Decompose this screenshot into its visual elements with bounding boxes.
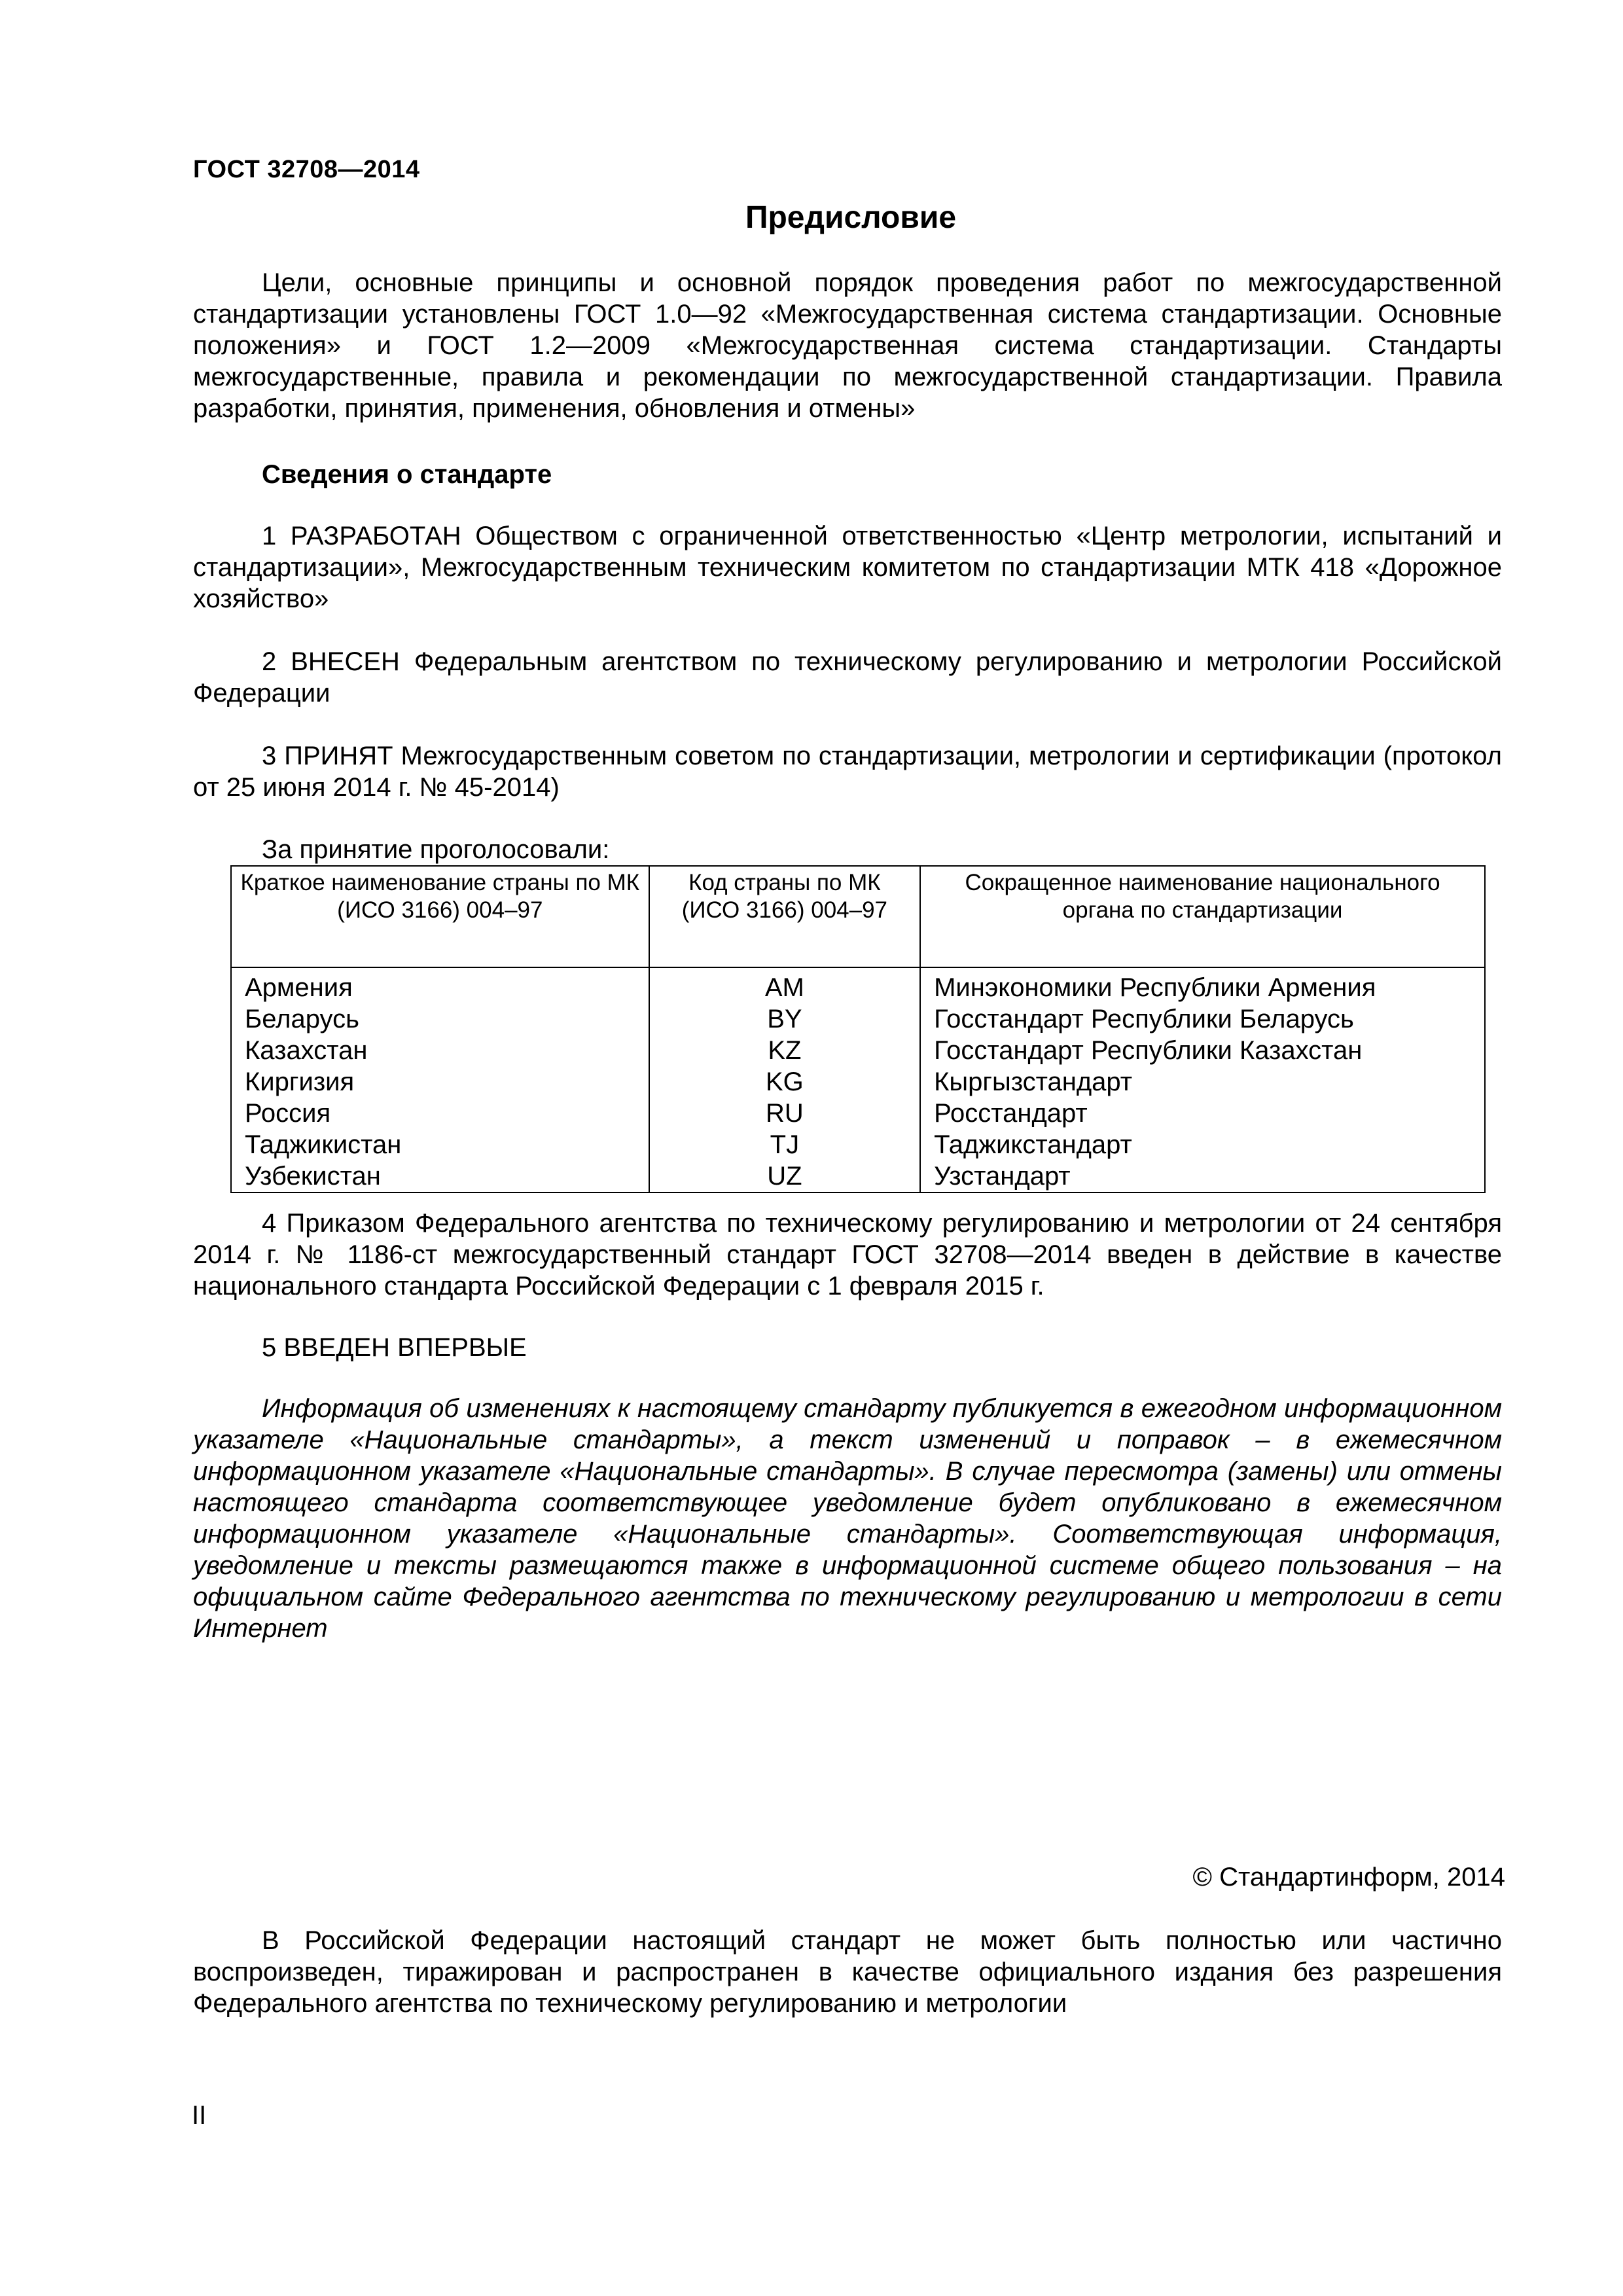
item-1-text: 1 РАЗРАБОТАН Обществом с ограниченной ответственностью «Центр метрологии, испытаний и стандартизации», Межгосударственным техническим комитетом по стандартизации МТК 418 «Дорожное хозяйство» <box>193 522 1502 613</box>
notice-text: Информация об изменениях к настоящему стандарту публикуется в ежегодном информационном указателе «Национальные стандарты», а текст изменений и поправок – в ежемесячном информационном указателе «Национальные стандарты». В случае пересмотра (замены) или отмены настоящего стандарта соответствующее уведомление будет опубликовано в ежемесячном информационном указателе «Национальные стандарты». Соответствующая информация, уведомление и тексты размещаются также в информационной системе общего пользования – на официальном сайте Федерального агентства по техническому регулированию и метрологии в сети Интернет <box>193 1394 1502 1643</box>
country-code: KZ <box>649 1035 920 1066</box>
copyright: © Стандартинформ, 2014 <box>1192 1863 1505 1892</box>
intro-text: Цели, основные принципы и основной порядок проведения работ по межгосударственной стандартизации установлены ГОСТ 1.0—92 «Межгосударственная система стандартизации. Основные положения» и ГОСТ 1.2—2009 «Межгосударственная система стандартизации. Стандарты межгосударственные, правила и рекомендации по межгосударственной стандартизации. Правила разработки, принятия, применения, обновления и отмены» <box>193 268 1502 423</box>
item-4-text: 4 Приказом Федерального агентства по техническому регулированию и метрологии от 24 сентября 2014 г. № 1186-ст межгосударственный стандарт ГОСТ 32708—2014 введен в действие в качестве национального стандарта Российской Федерации с 1 февраля 2015 г. <box>193 1209 1502 1300</box>
country-code: TJ <box>649 1129 920 1160</box>
item-2-text: 2 ВНЕСЕН Федеральным агентством по техническому регулированию и метрологии Российской Федерации <box>193 647 1502 708</box>
country-name: Таджикистан <box>231 1129 649 1160</box>
country-name: Узбекистан <box>231 1160 649 1193</box>
restriction-paragraph <box>193 1925 1502 2019</box>
table-row <box>231 1129 1485 1160</box>
document-code: ГОСТ 32708—2014 <box>193 156 420 183</box>
national-body: Госстандарт Республики Беларусь <box>920 1003 1485 1035</box>
national-body: Таджикстандарт <box>920 1129 1485 1160</box>
vote-table <box>230 865 1486 1193</box>
header-country-code: Код страны по МК (ИСО 3166) 004–97 <box>649 866 920 967</box>
item-1-paragraph <box>193 520 1502 615</box>
table-row <box>231 1098 1485 1129</box>
page-number: II <box>192 2101 207 2130</box>
country-code: RU <box>649 1098 920 1129</box>
item-3-text: 3 ПРИНЯТ Межгосударственным советом по стандартизации, метрологии и сертификации (протокол от 25 июня 2014 г. № 45-2014) <box>193 742 1502 802</box>
table-row <box>231 1035 1485 1066</box>
national-body: Кыргызстандарт <box>920 1066 1485 1098</box>
page-title: Предисловие <box>745 200 957 235</box>
country-code: AM <box>649 967 920 1003</box>
table-row <box>231 1066 1485 1098</box>
notice-paragraph <box>193 1393 1502 1644</box>
country-name: Казахстан <box>231 1035 649 1066</box>
country-code: BY <box>649 1003 920 1035</box>
vote-table-header-row <box>231 866 1485 967</box>
country-name: Беларусь <box>231 1003 649 1035</box>
info-heading: Сведения о стандарте <box>262 460 552 489</box>
table-row <box>231 967 1485 1003</box>
item-3-paragraph <box>193 740 1502 803</box>
vote-caption: За принятие проголосовали: <box>262 835 610 864</box>
country-name: Россия <box>231 1098 649 1129</box>
national-body: Росстандарт <box>920 1098 1485 1129</box>
country-name: Киргизия <box>231 1066 649 1098</box>
intro-paragraph <box>193 267 1502 424</box>
restriction-text: В Российской Федерации настоящий стандарт не может быть полностью или частично воспроизведен, тиражирован и распространен в качестве официального издания без разрешения Федерального агентства по техническому регулированию и метрологии <box>193 1926 1502 2018</box>
table-row <box>231 1003 1485 1035</box>
country-code: UZ <box>649 1160 920 1193</box>
item-4-paragraph <box>193 1208 1502 1302</box>
national-body: Госстандарт Республики Казахстан <box>920 1035 1485 1066</box>
item-5-text: 5 ВВЕДЕН ВПЕРВЫЕ <box>262 1333 527 1362</box>
item-2-paragraph <box>193 646 1502 709</box>
table-row <box>231 1160 1485 1193</box>
national-body: Минэкономики Республики Армения <box>920 967 1485 1003</box>
header-country-name: Краткое наименование страны по МК (ИСО 3166) 004–97 <box>231 866 649 967</box>
national-body: Узстандарт <box>920 1160 1485 1193</box>
country-name: Армения <box>231 967 649 1003</box>
country-code: KG <box>649 1066 920 1098</box>
header-national-body: Сокращенное наименование национального органа по стандартизации <box>920 866 1485 967</box>
